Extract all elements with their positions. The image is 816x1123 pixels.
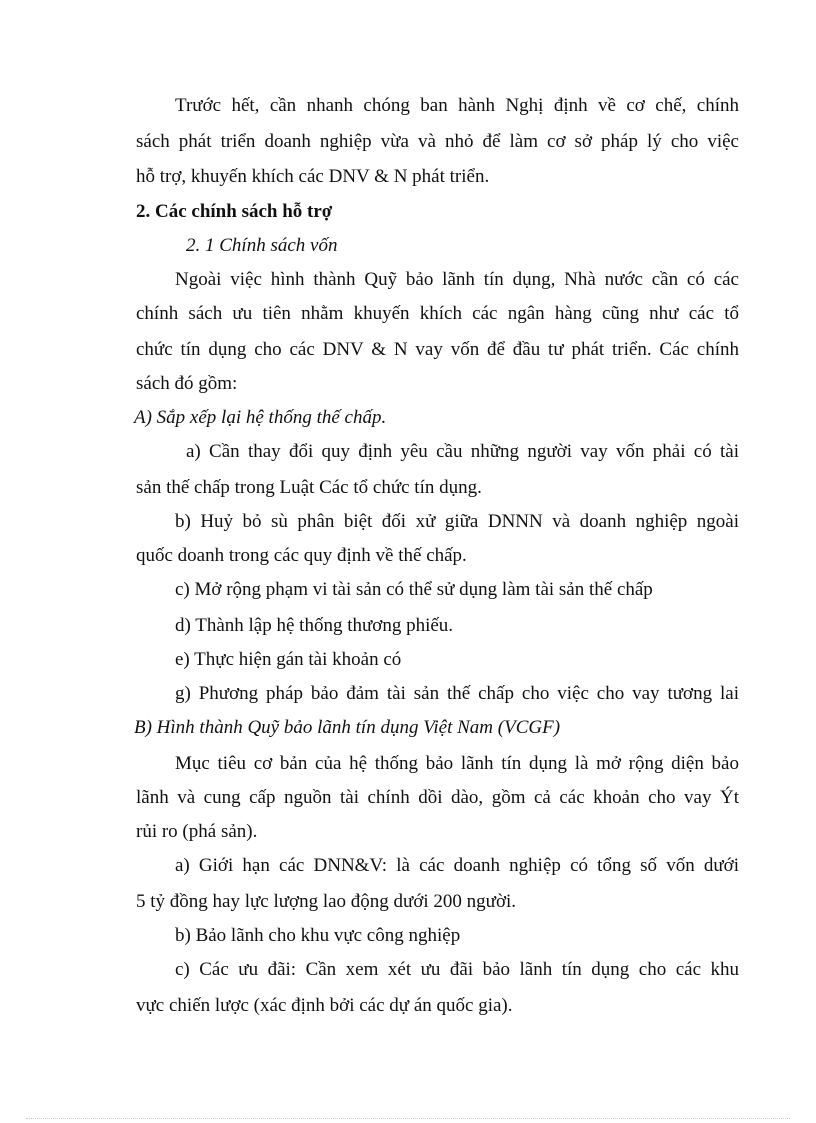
capital-line-2: chính sách ưu tiên nhằm khuyến khích các ngân hàng cũng như các tổ (136, 303, 739, 324)
subsection-heading: 2. 1 Chính sách vốn (186, 235, 338, 256)
intro-line-3: hỗ trợ, khuyến khích các DNV & N phát triển. (136, 166, 490, 187)
item-a-c: c) Mở rộng phạm vi tài sản có thể sử dụng làm tài sản thế chấp (175, 579, 653, 600)
footer-dotted-rule (26, 1118, 790, 1119)
item-a-d: d) Thành lập hệ thống thương phiếu. (175, 615, 454, 636)
item-a-a-line-1: a) Cần thay đổi quy định yêu cầu những người vay vốn phải có tài (186, 441, 739, 462)
heading-b: B) Hình thành Quỹ bảo lãnh tín dụng Việt Nam (VCGF) (134, 717, 561, 738)
section-heading: 2. Các chính sách hỗ trợ (136, 201, 333, 222)
paragraph-b-line-2: lãnh và cung cấp nguồn tài chính dồi dào, gồm cả các khoản cho vay Ýt (136, 787, 739, 808)
intro-line-2: sách phát triển doanh nghiệp vừa và nhỏ để làm cơ sở pháp lý cho việc (136, 131, 739, 152)
item-b-c-line-1: c) Các ưu đãi: Cần xem xét ưu đãi bảo lãnh tín dụng cho các khu (175, 959, 739, 980)
paragraph-b-line-1: Mục tiêu cơ bản của hệ thống bảo lãnh tín dụng là mở rộng diện bảo (175, 753, 739, 774)
paragraph-b-line-3: rủi ro (phá sản). (136, 821, 258, 842)
item-a-e: e) Thực hiện gán tài khoản có (175, 649, 402, 670)
heading-a: A) Sắp xếp lại hệ thống thế chấp. (134, 407, 387, 428)
item-a-g: g) Phương pháp bảo đảm tài sản thế chấp cho việc cho vay tương lai (175, 683, 739, 704)
capital-line-3: chức tín dụng cho các DNV & N vay vốn để đầu tư phát triển. Các chính (136, 339, 739, 360)
intro-line-1: Trước hết, cần nhanh chóng ban hành Nghị định về cơ chế, chính (175, 95, 739, 116)
item-b-a-line-2: 5 tỷ đồng hay lực lượng lao động dưới 200 người. (136, 891, 517, 912)
item-a-b-line-1: b) Huỷ bỏ sù phân biệt đối xử giữa DNNN và doanh nghiệp ngoài (175, 511, 739, 532)
item-b-c-line-2: vực chiến lược (xác định bởi các dự án quốc gia). (136, 995, 513, 1016)
capital-line-1: Ngoài việc hình thành Quỹ bảo lãnh tín dụng, Nhà nước cần có các (175, 269, 739, 290)
item-a-a-line-2: sản thế chấp trong Luật Các tổ chức tín dụng. (136, 477, 482, 498)
item-a-b-line-2: quốc doanh trong các quy định về thế chấp. (136, 545, 467, 566)
item-b-b: b) Bảo lãnh cho khu vực công nghiệp (175, 925, 461, 946)
capital-line-4: sách đó gồm: (136, 373, 238, 394)
item-b-a-line-1: a) Giới hạn các DNN&V: là các doanh nghiệp có tổng số vốn dưới (175, 855, 739, 876)
